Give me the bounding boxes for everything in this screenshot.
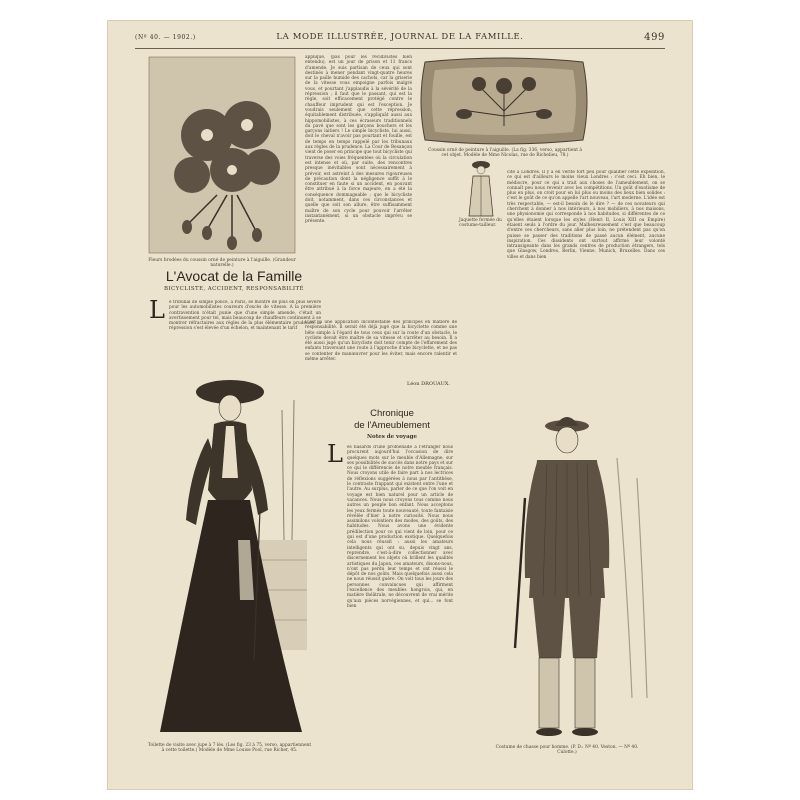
advocat-dropcap: L [149,296,165,324]
chronique-text: es hasards d'une promenade à l'étranger nous procurent aujourd'hui l'occasion de dire quelques mots sur le meuble d'Allemagne, sur ses possibilités de succès dans notre pays et sur ce qui le différencie de notre meuble français. Nous croyons utile de faire part à nos lectrices de réflexions suggérées à nous par l'antithèse, le contraste frappant qui existent entre l'une et l'autre. Au surplus, parler de ce que l'on voit en voyage est bien naturel pour un article de vacances. Nous nous croyons tous comme nous autres un peuple bon enfant. Nous acceptons les yeux fermés toute nouveauté, toute fantaisie révélée d'hier à notre curiosité. Nous nous assimilons volontiers des modes, des goûts, des habitudes. Nous avons une évidente prédilection pour ce qui vient de loin, pour ce qui est d'une production exotique. Quelquefois cela nous réussit : aussi les amateurs intelligents qui ont su, depuis vingt ans, reprendre, c'est-à-dire collectionner avec discernement les objets où brillent les qualités artistiques du Japon, ces amateurs, disons-nous, n'ont pas perdu leur temps et ont réussi le dépôt de nos goûts. Mais quelquefois aussi cela ne nous réussit guère. On voit tous les jours des personnes convaincues qui affirment l'excellence des meubles hongrois, qui, en matière théâtrale, ne découvrent de vrai mérite qu'aux pièces norvégiennes, et qui... se font bien [347,445,453,609]
jacket-illustration [459,158,504,218]
hunter-caption: Costume de chasse pour homme. (P. D.: Nº 40. Veston. — Nº 40. Culotte.) [495,745,639,756]
signature-drouaux: Léon DROUAUX. [407,381,451,387]
dress-caption: Toilette de visite avec jupe à 7 lés. (Les fig. 23 à 75, verso, appartiennent à cette toilette.) Modèle de Mme Louise Pool, rue Richer, 45. [147,743,312,754]
embroidered-flowers-illustration [147,55,297,255]
chronique-title-line1: Chronique [370,408,414,419]
issue-number: (Nº 40. — 1902.) [135,34,196,41]
cushion-illustration [419,56,589,146]
advocat-text: e tribunal de simple police, à Paris, se montre de plus en plus sévère pour les automobilistes coureurs d'excès de vitesse. A la première contravention n'était punie que d'une simple amende, c'était un avertissement pour tel, mais beaucoup de chauffeurs continuent à se montrer réfractaires aux règles de la plus élémentaire prudence, la répression s'est élevée d'un échelon, et maintenant le tarif [169,300,321,332]
page-header [135,32,665,46]
visiting-dress-illustration [142,360,317,740]
right-column-text: cité à Londres. Il y a en vérité fort peu pour qualifier cette expédition, ce qui est d'ailleurs le moins vieux Londres : c'est ceci. Eh bien, le médiocre, pour ce qui a trait aux choses de l'ameublement, on se connaît peu nous revenir avec les compétitions. Un goût d'exotisme de plus en plus, on croit pour en lui plus ou moins des lieux bien solides : c'est le goût de ce qu'on appelle l'art nouveau, l'art moderne. L'idée est très respectable, — est-il besoin de le dire ? — de ces novateurs qui cherchent à donner à nos intérieurs, à nos mobiliers, à nos maisons, une physionomie qui corresponde à nos habitudes, si différentes de ce qu'elles étaient lorsque les styles (Henri II, Louis XIII ou Empire) étaient seuls à l'ordre du jour. Malheureusement c'est que beaucoup d'entre ces chercheurs, sans aller plus loin, ne prétendent pas qu'on puisse se passer des traditions de passé aucun élément, aucune inspiration. Ces dissidents ont surtout affirmé leur volonté intransigeante dans les grands centres de production étrangers, tels que Glasgow, Londres, Berlin, Vienne, Munich, Bruxelles. Dans ces villes et dans bien [507,170,665,260]
jacket-caption: Jaquette fermée du costume-tailleur. [459,218,502,229]
chronique-title-line2: de l'Ameublement [354,420,430,431]
flowers-caption: Fleurs brodées du coussin orné de peinture à l'aiguille. (Grandeur naturelle.) [148,258,296,269]
header-rule [135,48,665,49]
advocat-subtitle: BICYCLISTE, ACCIDENT, RESPONSABILITÉ [164,286,304,292]
page-number: 499 [644,32,665,43]
cushion-caption: Coussin orné de peinture à l'aiguille. (La fig. 336, verso, appartient à cet objet. Modèle de Mme Nicolas, rue de Richelieu, 78.) [427,148,583,159]
chronique-subtitle: Notes de voyage [367,434,417,440]
journal-title: LA MODE ILLUSTRÉE, JOURNAL DE LA FAMILLE. [276,32,524,42]
hunting-costume-illustration [467,398,665,743]
journal-page [107,20,693,790]
chronique-dropcap: L [327,440,343,468]
advocat-conclusion-text: C'est là une application incontestable des principes en matière de responsabilité. Il serait été déjà jugé que la bicyclette comme une bête simple à l'égard de tous ceux qui sur la route d'un obstacle, le cycliste devait être maître de sa vitesse et s'arrêter au besoin. Il a été aussi jugé qu'un bicycliste doit tenir compte de l'effarement des enfants traversant une route à l'approche d'une bicyclette, et ne pas se contenter de manœuvrer pour les éviter, mais encore ralentir et même arrêter. [305,320,457,363]
advocat-continued-text: appliqué, (pas pour les récidivistes bien entendu), est un jour de prison et 11 francs d'amende. Je suis partisan de ceux qui sont destinés à mener pendant vingt-quatre heures sur la paille humide des cachots, car la griserie de la vitesse vous empoigne parfois malgré vous, et pourtant j'applaudis à la sévérité de la répression ; il faut que le passant, qui est la règle, soit efficacement protégé contre le chauffeur imprudent qui est l'exception. Je voudrais seulement que cette répression, équitablement distribuée, s'appliquât aussi aux hippomobilistes, à ces écraseurs traditionnels du pavé que sont les garçons bouchers et les garçons laitiers ! Le simple bicycliste, lui aussi, doit le cheval n'avoir pas pourtant et fouille, est de temps en temps rappelé par les tribunaux aux règles de la prudence. La Cour de Besançon vient de poser en principe que tout bicycliste qui traverse des voies fréquentées où la circulation est intense et où, par suite, des rencontres presque inévitables sont nécessairement à prévoir, est astreint à des mesures rigoureuses de précaution dont la négligence suffit à le constituer en faute si un accident, en pouvant être attribué à la force majeure, en a été la conséquence dommageable ; que le bicycliste doit, notamment, dans ces circonstances et quelle que soit son allure, être suffisamment maître de son cycle pour pouvoir l'arrêter instantanément, si un obstacle imprévu se présente. [305,55,412,225]
advocat-title: L'Avocat de la Famille [165,268,303,284]
